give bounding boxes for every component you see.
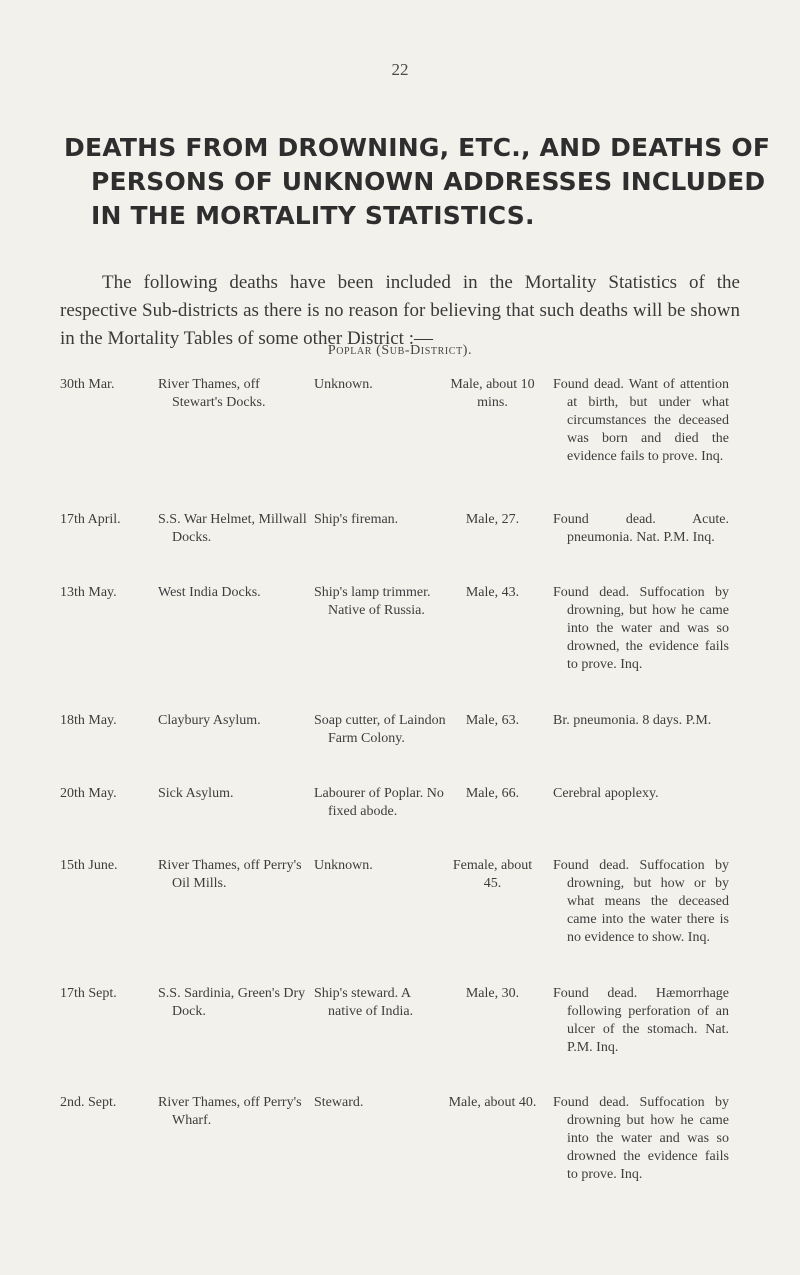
record-place: S.S. Sardinia, Green's Dry Dock. bbox=[158, 986, 306, 1019]
record-date: 30th Mar. bbox=[60, 377, 115, 392]
record-date: 18th May. bbox=[60, 713, 117, 728]
intro-paragraph: The following deaths have been included in the Mortality Statistics of the respective Sub-districts as there is no reason for believing that such deaths will be shown in the Mortality Tables of some other District :— bbox=[60, 272, 740, 349]
record-date: 13th May. bbox=[60, 585, 117, 600]
record-occupation: Labourer of Poplar. No fixed abode. bbox=[314, 786, 444, 819]
heading-line-2: PERSONS OF UNKNOWN ADDRESSES INCLUDED bbox=[91, 167, 766, 196]
record-cause: Br. pneumonia. 8 days. P.M. bbox=[553, 713, 712, 728]
record-place: West India Docks. bbox=[158, 585, 261, 600]
subdistrict-title: Poplar (Sub-District). bbox=[327, 343, 473, 358]
record-place: S.S. War Helmet, Millwall Docks. bbox=[158, 512, 307, 545]
record-occupation: Soap cutter, of Laindon Farm Colony. bbox=[314, 713, 446, 746]
record-date: 17th Sept. bbox=[60, 986, 117, 1001]
record-cause: Found dead. Acute. pneumonia. Nat. P.M. Inq. bbox=[553, 512, 729, 545]
record-occupation: Steward. bbox=[314, 1095, 364, 1110]
record-sex-age: Female, about 45. bbox=[452, 858, 533, 891]
record-occupation: Unknown. bbox=[314, 377, 373, 392]
record-place: River Thames, off Perry's Oil Mills. bbox=[158, 858, 302, 891]
record-sex-age: Male, 66. bbox=[465, 786, 520, 801]
record-date: 20th May. bbox=[60, 786, 117, 801]
record-cause: Found dead. Hæmorrhage following perforation of an ulcer of the stomach. Nat. P.M. Inq. bbox=[553, 986, 729, 1055]
record-occupation: Ship's lamp trimmer. Native of Russia. bbox=[314, 585, 431, 618]
record-place: River Thames, off Stewart's Docks. bbox=[158, 377, 266, 410]
page-number: 22 bbox=[391, 60, 409, 79]
record-cause: Found dead. Suffocation by drowning, but how he came into the water and was so drowned, the evidence fails to prove. Inq. bbox=[553, 585, 729, 672]
record-sex-age: Male, about 40. bbox=[448, 1095, 537, 1110]
heading-line-3: IN THE MORTALITY STATISTICS. bbox=[91, 201, 535, 230]
page-heading bbox=[64, 131, 771, 233]
record-sex-age: Male, 30. bbox=[465, 986, 520, 1001]
record-cause: Found dead. Suffocation by drowning, but how or by what means the deceased came into the water there is no evidence to show. Inq. bbox=[553, 858, 729, 945]
record-place: Sick Asylum. bbox=[158, 786, 234, 801]
record-cause: Found dead. Want of attention at birth, but under what circumstances the deceased was born and died the evidence fails to prove. Inq. bbox=[553, 377, 729, 464]
record-cause: Cerebral apoplexy. bbox=[553, 786, 659, 801]
record-sex-age: Male, about 10 mins. bbox=[450, 377, 535, 410]
record-date: 15th June. bbox=[60, 858, 118, 873]
heading-line-1: DEATHS FROM DROWNING, ETC., AND DEATHS OF bbox=[64, 133, 771, 162]
record-sex-age: Male, 43. bbox=[465, 585, 520, 600]
record-occupation: Unknown. bbox=[314, 858, 373, 873]
record-sex-age: Male, 63. bbox=[465, 713, 520, 728]
record-place: Claybury Asylum. bbox=[158, 713, 261, 728]
record-date: 17th April. bbox=[60, 512, 121, 527]
record-occupation: Ship's steward. A native of India. bbox=[314, 986, 414, 1019]
record-place: River Thames, off Perry's Wharf. bbox=[158, 1095, 302, 1128]
record-sex-age: Male, 27. bbox=[465, 512, 520, 527]
record-date: 2nd. Sept. bbox=[60, 1095, 117, 1110]
record-occupation: Ship's fireman. bbox=[314, 512, 399, 527]
record-cause: Found dead. Suffocation by drowning but how he came into the water and was so drowned the evidence fails to prove. Inq. bbox=[553, 1095, 729, 1182]
